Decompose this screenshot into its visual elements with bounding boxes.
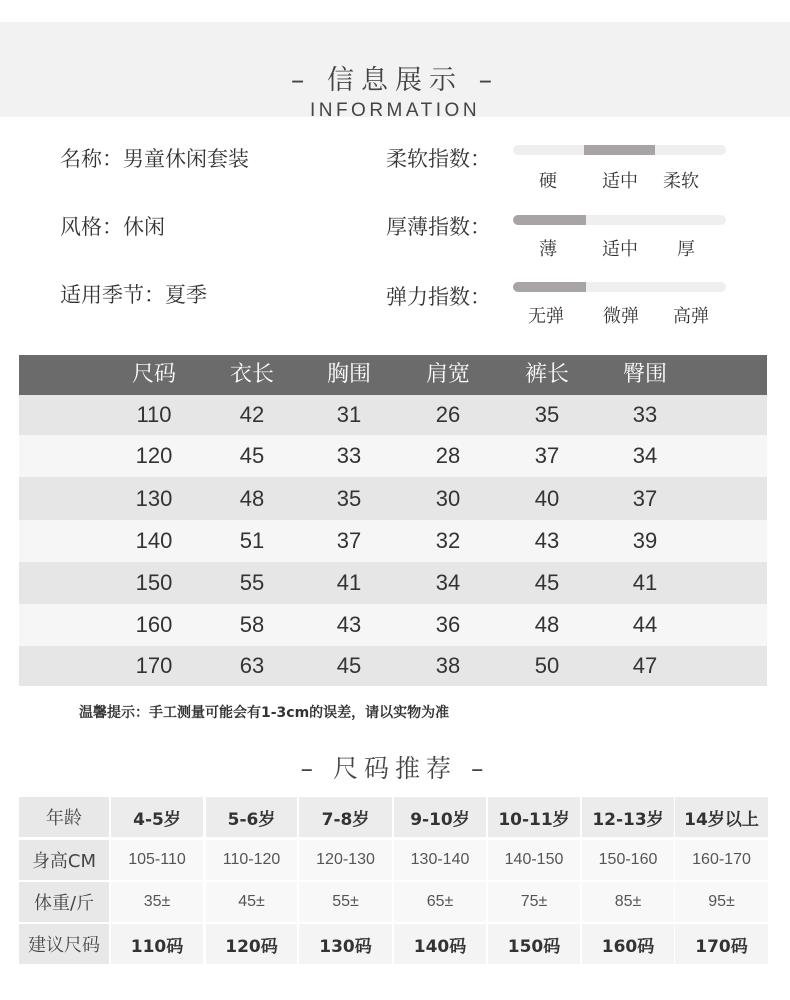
size-table-row <box>19 604 767 646</box>
size-header-cell: 衣长 <box>229 362 274 387</box>
product-name: 名称：男童休闲套装 <box>60 147 249 171</box>
size-cell: 37 <box>336 528 362 553</box>
softness-label: 柔软指数： <box>386 147 491 171</box>
size-cell: 38 <box>435 653 461 678</box>
recommend-cell: 85± <box>582 882 674 922</box>
size-cell: 48 <box>239 486 265 511</box>
size-table-row <box>19 562 767 604</box>
thickness-level-low: 薄 <box>539 239 557 260</box>
thickness-bar <box>513 215 726 225</box>
recommend-row-label: 建议尺码 <box>19 924 109 964</box>
recommend-row <box>19 840 768 880</box>
size-cell: 47 <box>632 653 658 678</box>
size-cell: 35 <box>534 402 560 427</box>
recommend-cell: 5-6岁 <box>206 797 297 837</box>
size-cell: 120 <box>135 443 173 468</box>
size-header-cell: 裤长 <box>524 362 569 387</box>
recommend-cell: 160码 <box>582 924 674 964</box>
size-cell: 43 <box>336 612 362 637</box>
recommend-cell: 150码 <box>488 924 580 964</box>
recommend-cell: 45± <box>206 882 297 922</box>
softness-level-mid: 适中 <box>602 171 638 192</box>
size-cell: 170 <box>135 653 173 678</box>
recommend-row-label: 体重/斤 <box>19 882 109 922</box>
softness-bar <box>513 145 726 155</box>
size-cell: 48 <box>534 612 560 637</box>
recommend-cell: 160-170 <box>675 840 768 880</box>
recommend-cell: 7-8岁 <box>299 797 392 837</box>
info-header <box>0 22 790 121</box>
size-header-cell: 胸围 <box>326 362 371 387</box>
size-cell: 51 <box>239 528 265 553</box>
size-cell: 42 <box>239 402 265 427</box>
thickness-label: 厚薄指数： <box>386 215 491 239</box>
recommend-cell: 35± <box>111 882 203 922</box>
recommend-row <box>19 882 768 922</box>
size-cell: 55 <box>239 570 265 595</box>
recommend-table <box>19 797 768 965</box>
size-cell: 37 <box>632 486 658 511</box>
recommend-cell: 110码 <box>111 924 203 964</box>
size-cell: 140 <box>135 528 173 553</box>
size-table-row <box>19 395 767 435</box>
measurement-note: 温馨提示：手工测量可能会有1-3cm的误差，请以实物为准 <box>79 705 450 721</box>
recommend-cell: 170码 <box>675 924 768 964</box>
size-cell: 36 <box>435 612 461 637</box>
elasticity-bar <box>513 282 726 292</box>
size-cell: 43 <box>534 528 560 553</box>
size-table-row <box>19 520 767 562</box>
size-table-row <box>19 646 767 686</box>
recommend-row <box>19 797 768 837</box>
size-cell: 63 <box>239 653 265 678</box>
thickness-level-high: 厚 <box>677 239 695 260</box>
recommend-cell: 120码 <box>206 924 297 964</box>
size-cell: 30 <box>435 486 461 511</box>
thickness-bar-fill <box>513 215 586 225</box>
size-cell: 45 <box>336 653 362 678</box>
size-cell: 33 <box>632 402 658 427</box>
thickness-level-mid: 适中 <box>602 239 638 260</box>
recommend-cell: 95± <box>675 882 768 922</box>
size-cell: 44 <box>632 612 658 637</box>
size-cell: 110 <box>136 402 172 427</box>
elasticity-level-mid: 微弹 <box>603 306 639 327</box>
recommend-cell: 65± <box>394 882 486 922</box>
product-season: 适用季节：夏季 <box>60 283 207 307</box>
header-subtitle: INFORMATION <box>309 100 481 121</box>
size-cell: 58 <box>239 612 265 637</box>
size-table-header <box>19 355 767 395</box>
recommend-cell: 4-5岁 <box>111 797 203 837</box>
size-cell: 32 <box>435 528 461 553</box>
size-cell: 39 <box>632 528 658 553</box>
size-cell: 40 <box>534 486 560 511</box>
size-cell: 160 <box>135 612 173 637</box>
size-table-grid <box>19 355 767 686</box>
size-cell: 28 <box>435 443 461 468</box>
softness-level-low: 硬 <box>539 171 557 192</box>
size-cell: 26 <box>435 402 461 427</box>
recommend-title: – 尺码推荐 – <box>300 754 490 783</box>
recommend-cell: 110-120 <box>206 840 297 880</box>
product-style: 风格：休闲 <box>60 215 165 239</box>
softness-bar-fill <box>584 145 655 155</box>
elasticity-level-low: 无弹 <box>528 306 564 327</box>
size-cell: 50 <box>534 653 560 678</box>
recommend-row-label: 身高CM <box>19 840 109 880</box>
size-header-cell: 肩宽 <box>425 362 470 387</box>
recommend-cell: 12-13岁 <box>582 797 674 837</box>
recommend-cell: 140码 <box>394 924 486 964</box>
header-title: – 信息展示 – <box>290 65 500 96</box>
size-cell: 41 <box>632 570 658 595</box>
size-cell: 37 <box>534 443 560 468</box>
recommend-cell: 10-11岁 <box>488 797 580 837</box>
recommend-cell: 9-10岁 <box>394 797 486 837</box>
size-table-row <box>19 435 767 477</box>
size-cell: 130 <box>135 486 173 511</box>
elasticity-level-high: 高弹 <box>673 306 709 327</box>
recommend-cell: 55± <box>299 882 392 922</box>
size-header-cell: 尺码 <box>131 362 176 387</box>
size-cell: 34 <box>435 570 461 595</box>
elasticity-bar-fill <box>513 282 586 292</box>
elasticity-label: 弹力指数： <box>386 285 491 309</box>
recommend-cell: 120-130 <box>299 840 392 880</box>
size-cell: 45 <box>239 443 265 468</box>
recommend-row <box>19 924 768 964</box>
size-cell: 35 <box>336 486 362 511</box>
size-header-cell: 臀围 <box>622 362 667 387</box>
recommend-cell: 130-140 <box>394 840 486 880</box>
recommend-row-label: 年龄 <box>19 797 109 837</box>
recommend-cell: 140-150 <box>488 840 580 880</box>
recommend-cell: 75± <box>488 882 580 922</box>
softness-level-high: 柔软 <box>663 171 699 192</box>
recommend-cell: 14岁以上 <box>675 797 768 837</box>
size-cell: 45 <box>534 570 560 595</box>
size-cell: 34 <box>632 443 658 468</box>
recommend-cell: 150-160 <box>582 840 674 880</box>
size-cell: 150 <box>135 570 173 595</box>
recommend-cell: 130码 <box>299 924 392 964</box>
size-cell: 31 <box>336 402 362 427</box>
size-cell: 33 <box>336 443 362 468</box>
recommend-cell: 105-110 <box>111 840 203 880</box>
size-cell: 41 <box>336 570 362 595</box>
size-table-row <box>19 477 767 520</box>
